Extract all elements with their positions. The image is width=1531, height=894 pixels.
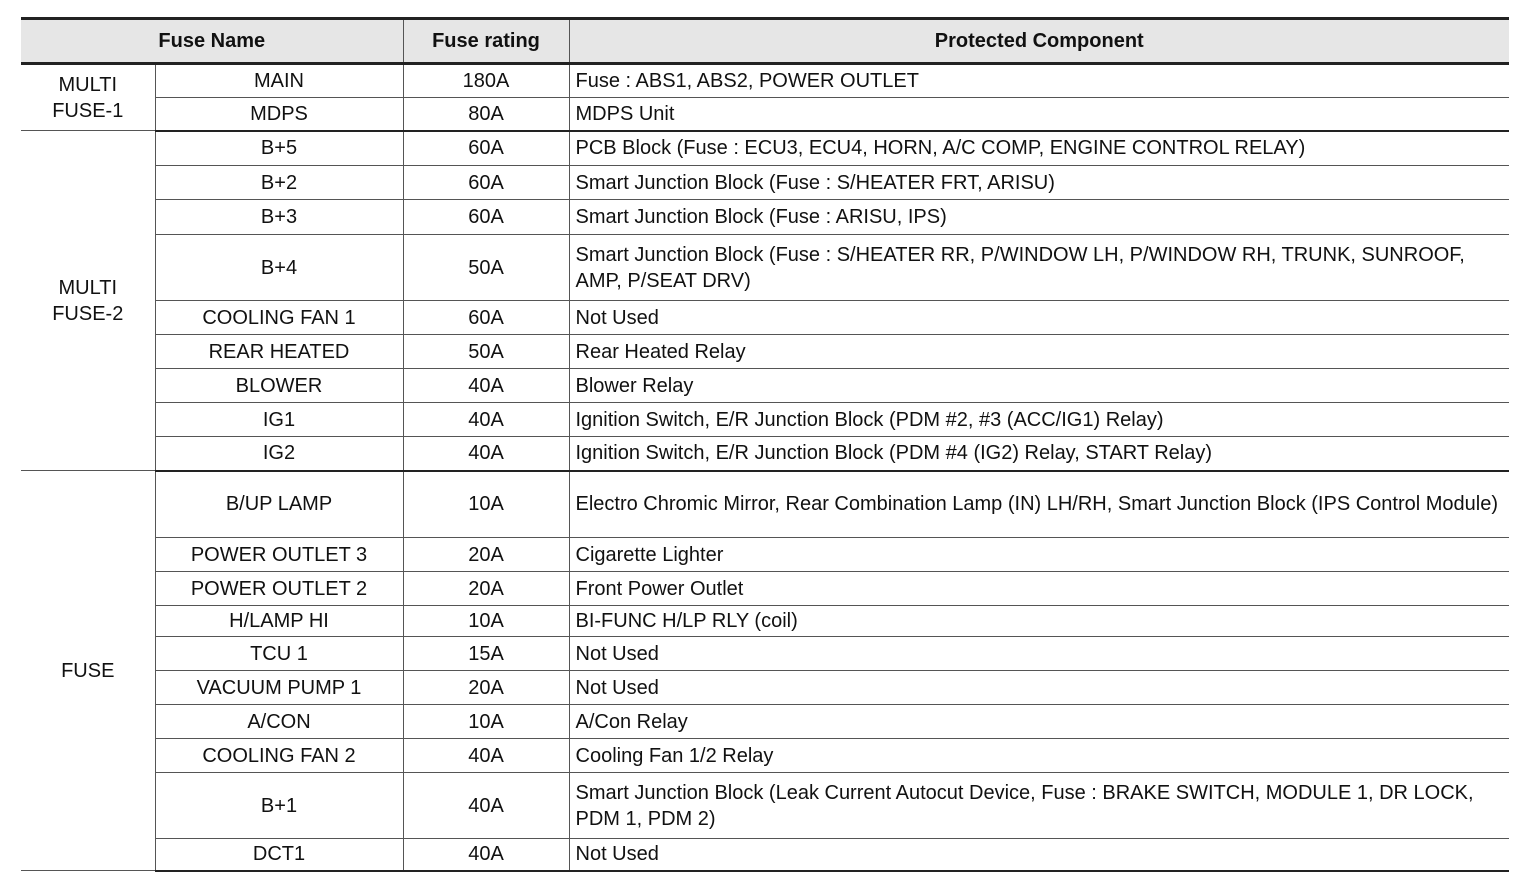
fuse-name-cell: VACUUM PUMP 1 xyxy=(155,671,403,705)
protected-component-cell: Front Power Outlet xyxy=(569,572,1509,606)
table-row xyxy=(21,301,1509,335)
fuse-rating-cell: 10A xyxy=(403,705,569,739)
fuse-name-cell: COOLING FAN 2 xyxy=(155,739,403,773)
table-row xyxy=(21,572,1509,606)
table-row xyxy=(21,98,1509,131)
table-row xyxy=(21,335,1509,369)
fuse-rating-cell: 50A xyxy=(403,235,569,301)
table-row xyxy=(21,705,1509,739)
fuse-rating-cell: 60A xyxy=(403,301,569,335)
protected-component-cell: Blower Relay xyxy=(569,369,1509,403)
fuse-rating-cell: 20A xyxy=(403,572,569,606)
group-label xyxy=(21,471,155,871)
group-label-line: MULTI xyxy=(58,73,117,96)
fuse-rating-cell: 60A xyxy=(403,131,569,166)
protected-component-cell: Rear Heated Relay xyxy=(569,335,1509,369)
table-row xyxy=(21,637,1509,671)
protected-component-cell: Not Used xyxy=(569,671,1509,705)
protected-component-cell: Electro Chromic Mirror, Rear Combination Lamp (IN) LH/RH, Smart Junction Block (IPS Control Module) xyxy=(569,471,1509,538)
protected-component-cell: Ignition Switch, E/R Junction Block (PDM #4 (IG2) Relay, START Relay) xyxy=(569,437,1509,471)
protected-component-cell: A/Con Relay xyxy=(569,705,1509,739)
group-label xyxy=(21,64,155,131)
header-row xyxy=(21,19,1509,64)
table-row xyxy=(21,235,1509,301)
protected-component-cell: Cigarette Lighter xyxy=(569,538,1509,572)
fuse-rating-cell: 40A xyxy=(403,739,569,773)
header-protected-component: Protected Component xyxy=(569,19,1509,64)
fuse-table-container xyxy=(21,17,1509,872)
fuse-rating-cell: 40A xyxy=(403,773,569,839)
fuse-rating-cell: 15A xyxy=(403,637,569,671)
fuse-name-cell: BLOWER xyxy=(155,369,403,403)
table-row xyxy=(21,839,1509,871)
fuse-rating-cell: 180A xyxy=(403,64,569,98)
header-fuse-name: Fuse Name xyxy=(21,19,403,64)
fuse-name-cell: POWER OUTLET 3 xyxy=(155,538,403,572)
fuse-table-body xyxy=(21,64,1509,871)
protected-component-cell: Ignition Switch, E/R Junction Block (PDM #2, #3 (ACC/IG1) Relay) xyxy=(569,403,1509,437)
fuse-rating-cell: 20A xyxy=(403,538,569,572)
protected-component-cell: Not Used xyxy=(569,301,1509,335)
fuse-name-cell: B+5 xyxy=(155,131,403,166)
table-row xyxy=(21,671,1509,705)
protected-component-cell: MDPS Unit xyxy=(569,98,1509,131)
protected-component-cell: Smart Junction Block (Fuse : S/HEATER FRT, ARISU) xyxy=(569,166,1509,200)
fuse-rating-cell: 10A xyxy=(403,606,569,637)
fuse-rating-cell: 60A xyxy=(403,166,569,200)
table-row xyxy=(21,369,1509,403)
table-row xyxy=(21,403,1509,437)
fuse-name-cell: MAIN xyxy=(155,64,403,98)
fuse-name-cell: B+4 xyxy=(155,235,403,301)
fuse-name-cell: REAR HEATED xyxy=(155,335,403,369)
fuse-rating-cell: 20A xyxy=(403,671,569,705)
fuse-name-cell: B+1 xyxy=(155,773,403,839)
table-row xyxy=(21,538,1509,572)
fuse-rating-cell: 40A xyxy=(403,403,569,437)
protected-component-cell: Cooling Fan 1/2 Relay xyxy=(569,739,1509,773)
protected-component-cell: Smart Junction Block (Fuse : S/HEATER RR, P/WINDOW LH, P/WINDOW RH, TRUNK, SUNROOF, AMP, P/SEAT DRV) xyxy=(569,235,1509,301)
header-fuse-rating: Fuse rating xyxy=(403,19,569,64)
fuse-rating-cell: 40A xyxy=(403,437,569,471)
table-row xyxy=(21,200,1509,235)
fuse-rating-cell: 40A xyxy=(403,369,569,403)
fuse-table xyxy=(21,17,1509,872)
protected-component-cell: BI-FUNC H/LP RLY (coil) xyxy=(569,606,1509,637)
fuse-name-cell: MDPS xyxy=(155,98,403,131)
table-row xyxy=(21,64,1509,98)
table-row xyxy=(21,166,1509,200)
protected-component-cell: Smart Junction Block (Fuse : ARISU, IPS) xyxy=(569,200,1509,235)
group-label-line: FUSE xyxy=(61,659,115,682)
group-label-line: FUSE-2 xyxy=(52,302,124,325)
fuse-name-cell: DCT1 xyxy=(155,839,403,871)
group-label-line: FUSE-1 xyxy=(52,99,124,122)
protected-component-cell: Not Used xyxy=(569,839,1509,871)
table-row xyxy=(21,606,1509,637)
table-row xyxy=(21,131,1509,166)
fuse-name-cell: B+2 xyxy=(155,166,403,200)
fuse-name-cell: A/CON xyxy=(155,705,403,739)
fuse-rating-cell: 40A xyxy=(403,839,569,871)
fuse-name-cell: POWER OUTLET 2 xyxy=(155,572,403,606)
fuse-rating-cell: 60A xyxy=(403,200,569,235)
fuse-rating-cell: 10A xyxy=(403,471,569,538)
table-row xyxy=(21,471,1509,538)
table-row xyxy=(21,739,1509,773)
fuse-name-cell: H/LAMP HI xyxy=(155,606,403,637)
protected-component-cell: Fuse : ABS1, ABS2, POWER OUTLET xyxy=(569,64,1509,98)
fuse-name-cell: IG1 xyxy=(155,403,403,437)
protected-component-cell: Not Used xyxy=(569,637,1509,671)
protected-component-cell: Smart Junction Block (Leak Current Autocut Device, Fuse : BRAKE SWITCH, MODULE 1, DR LOCK, PDM 1, PDM 2) xyxy=(569,773,1509,839)
fuse-rating-cell: 80A xyxy=(403,98,569,131)
group-label-line: MULTI xyxy=(58,276,117,299)
protected-component-cell: PCB Block (Fuse : ECU3, ECU4, HORN, A/C COMP, ENGINE CONTROL RELAY) xyxy=(569,131,1509,166)
table-row xyxy=(21,437,1509,471)
group-label xyxy=(21,131,155,471)
fuse-name-cell: TCU 1 xyxy=(155,637,403,671)
table-row xyxy=(21,773,1509,839)
fuse-name-cell: B/UP LAMP xyxy=(155,471,403,538)
fuse-name-cell: COOLING FAN 1 xyxy=(155,301,403,335)
fuse-rating-cell: 50A xyxy=(403,335,569,369)
fuse-name-cell: B+3 xyxy=(155,200,403,235)
fuse-name-cell: IG2 xyxy=(155,437,403,471)
